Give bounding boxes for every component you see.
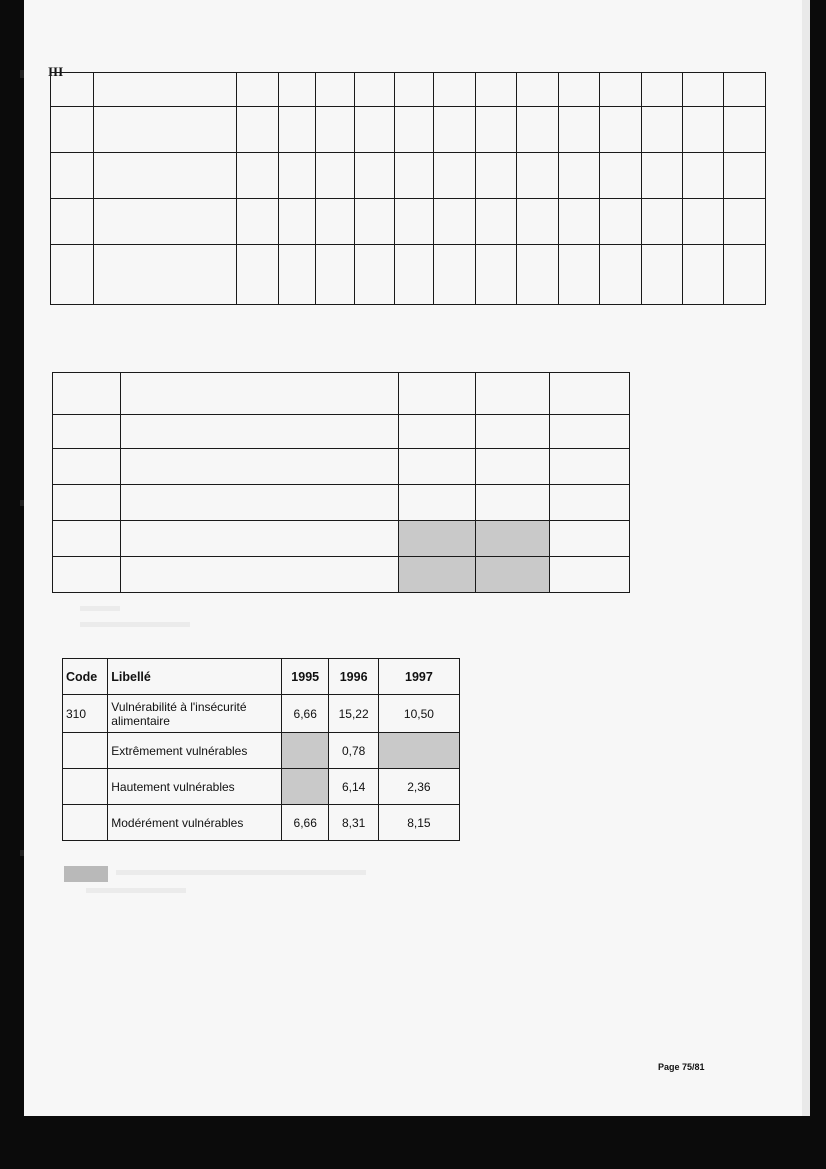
table-row	[63, 695, 460, 733]
header-1997: 1997	[378, 659, 459, 695]
margin-mark	[20, 500, 24, 506]
cell-1996: 8,31	[329, 805, 378, 841]
cell-1997: 10,50	[378, 695, 459, 733]
cell-1995: 6,66	[282, 695, 329, 733]
faded-table-2	[52, 372, 630, 593]
page-number: Page 75/81	[658, 1062, 705, 1072]
cell-1997: 2,36	[378, 769, 459, 805]
cell-code	[63, 805, 108, 841]
cell-1997	[378, 733, 459, 769]
vulnerability-table	[62, 658, 460, 841]
table-row	[63, 805, 460, 841]
cell-1995: 6,66	[282, 805, 329, 841]
margin-mark	[20, 70, 24, 78]
cell-1996: 0,78	[329, 733, 378, 769]
table-row	[63, 769, 460, 805]
table-row	[63, 733, 460, 769]
header-1996: 1996	[329, 659, 378, 695]
header-code: Code	[63, 659, 108, 695]
header-label: Libellé	[108, 659, 282, 695]
cell-1995	[282, 733, 329, 769]
cell-code: 310	[63, 695, 108, 733]
cell-label: Extrêmement vulnérables	[108, 733, 282, 769]
cell-1995	[282, 769, 329, 805]
section-heading: III	[48, 64, 64, 79]
faded-note	[80, 606, 120, 611]
cell-label: Vulnérabilité à l'insécurité alimentaire	[108, 695, 282, 733]
header-1995: 1995	[282, 659, 329, 695]
faded-note	[80, 622, 190, 627]
cell-code	[63, 733, 108, 769]
cell-label: Modérément vulnérables	[108, 805, 282, 841]
cell-1997: 8,15	[378, 805, 459, 841]
scan-edge	[802, 0, 810, 1116]
cell-label: Hautement vulnérables	[108, 769, 282, 805]
cell-code	[63, 769, 108, 805]
faded-note	[116, 870, 366, 875]
margin-mark	[20, 850, 24, 856]
cell-1996: 15,22	[329, 695, 378, 733]
legend-swatch	[64, 866, 108, 882]
faded-table-1	[50, 72, 766, 305]
faded-note	[86, 888, 186, 893]
cell-1996: 6,14	[329, 769, 378, 805]
